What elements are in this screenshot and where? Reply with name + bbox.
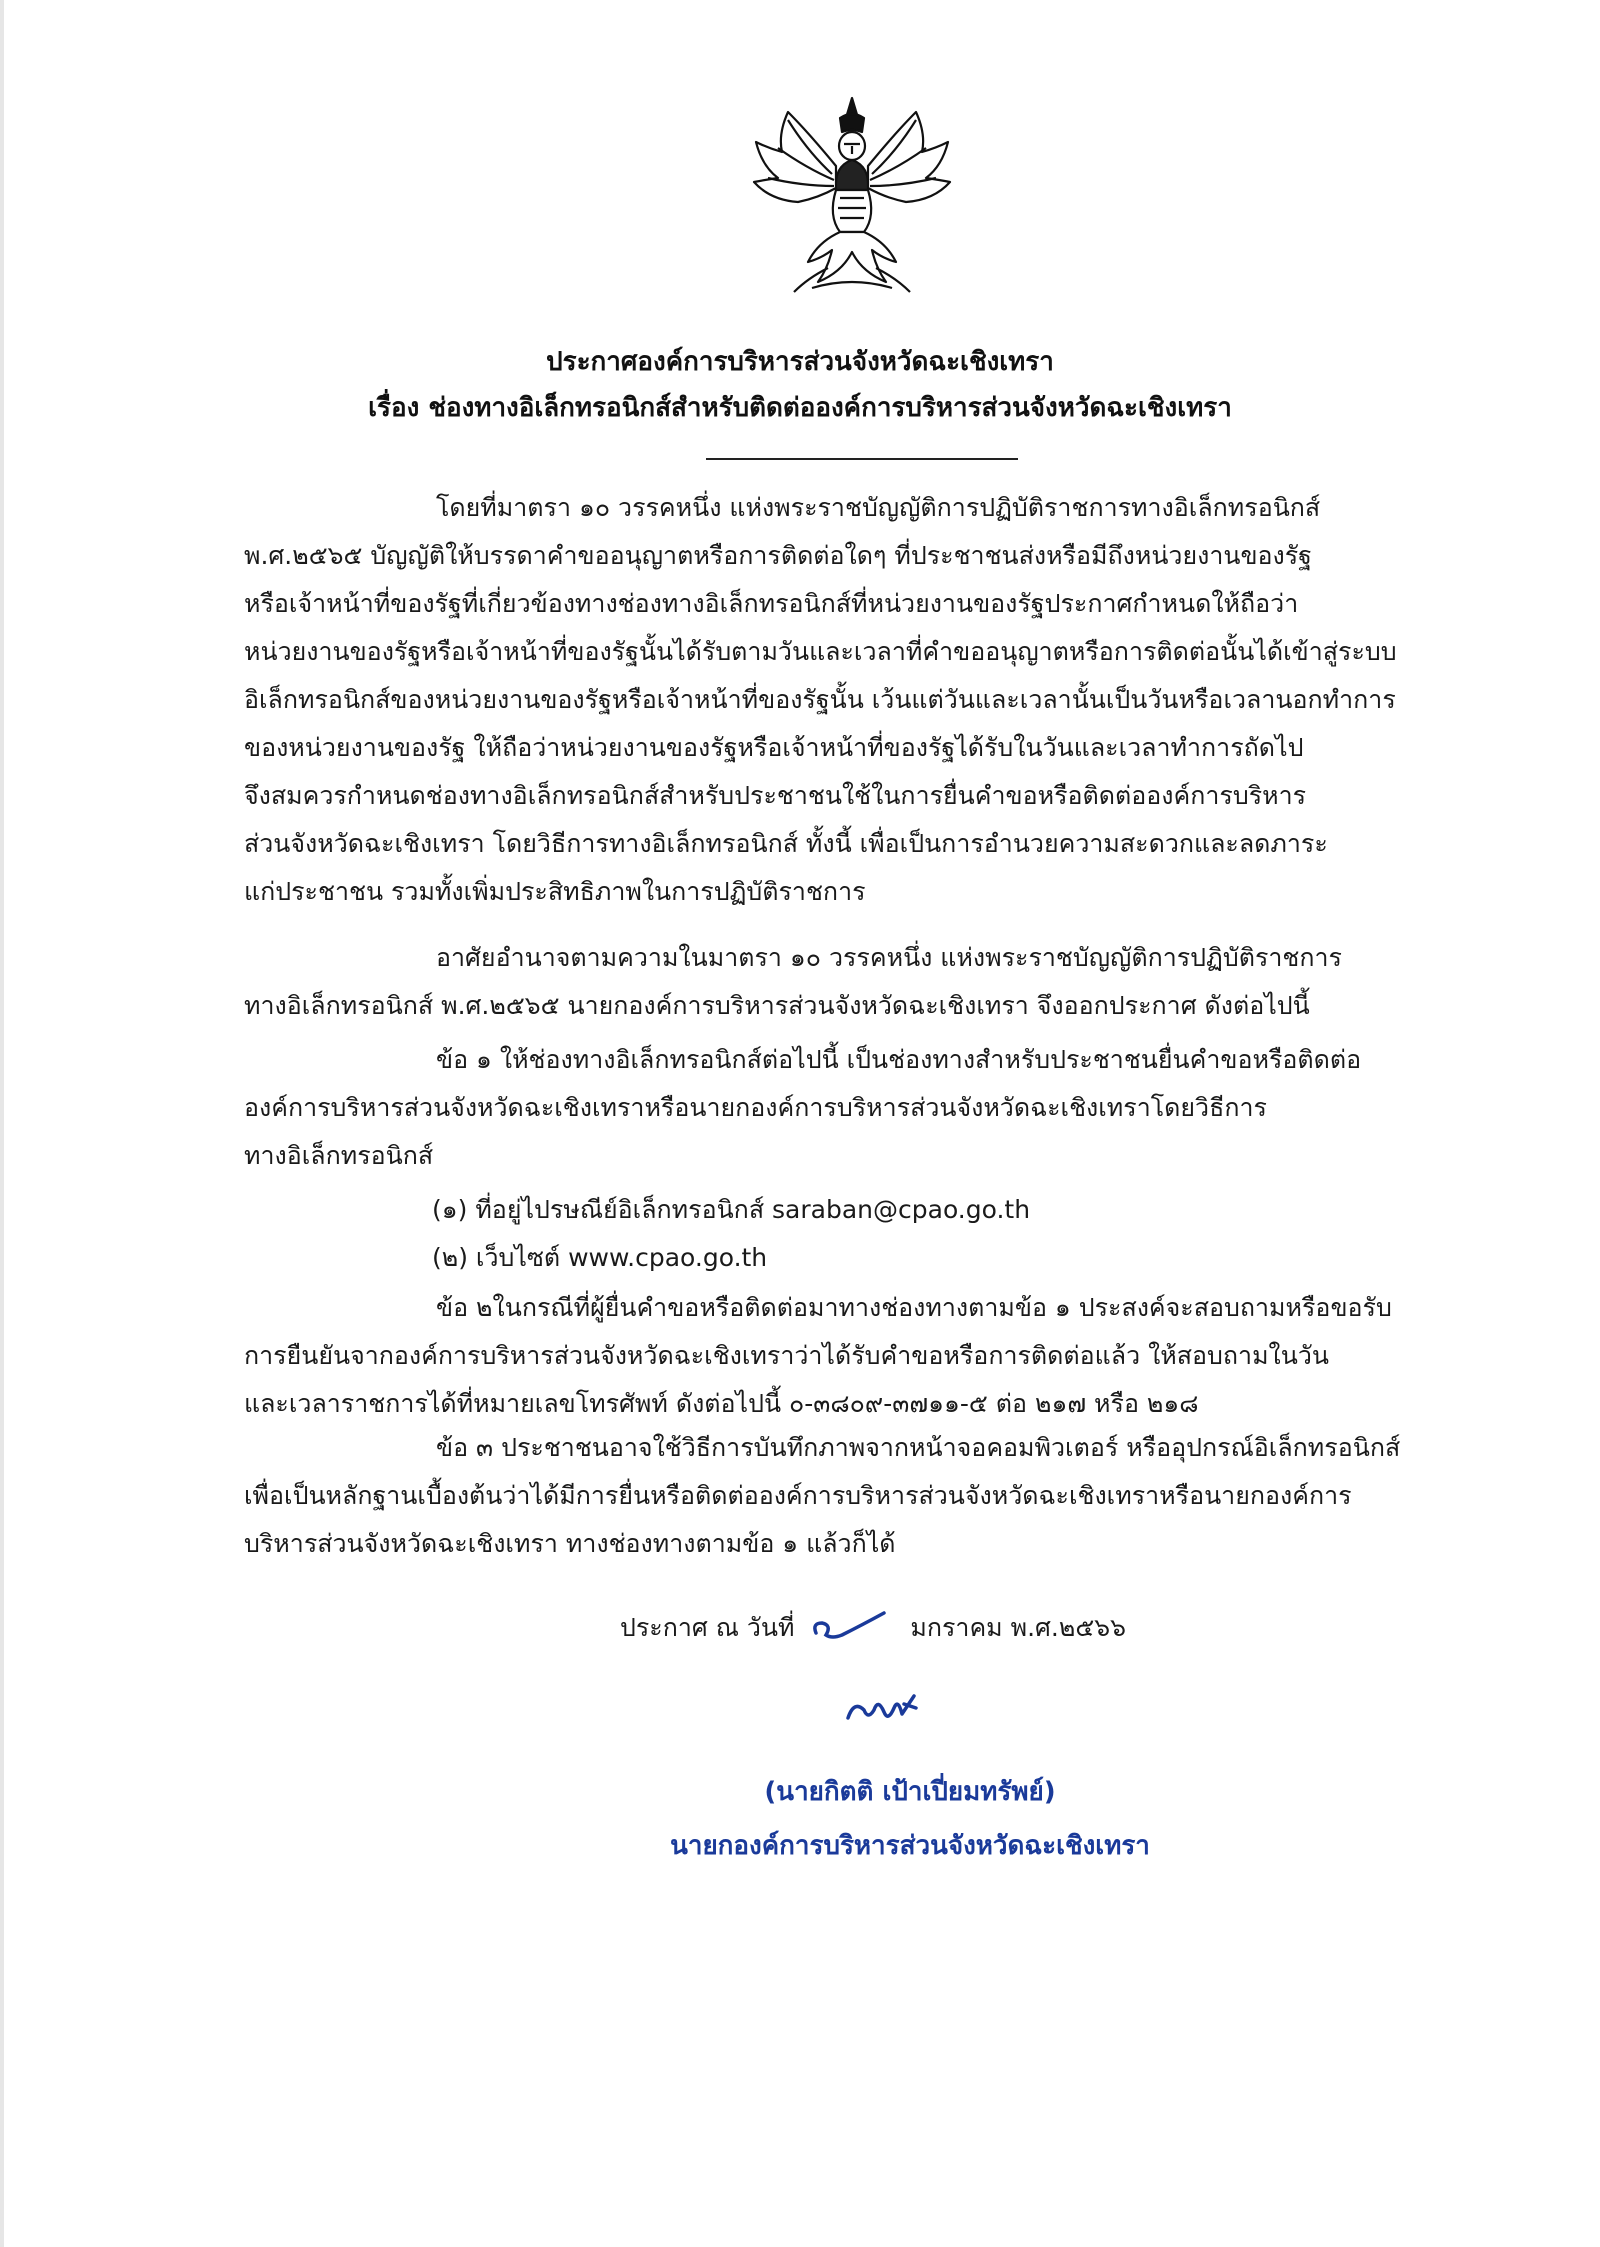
dateline-month-year: มกราคม พ.ศ.๒๕๖๖ <box>910 1613 1126 1642</box>
text-line: หรือเจ้าหน้าที่ของรัฐที่เกี่ยวข้องทางช่องทางอิเล็กทรอนิกส์ที่หน่วยงานของรัฐประกาศกำหนดให้ถือว่า <box>244 589 1299 618</box>
text-line: แก่ประชาชน รวมทั้งเพิ่มประสิทธิภาพในการปฏิบัติราชการ <box>244 877 866 906</box>
channel-website: (๒) เว็บไซต์ www.cpao.go.th <box>432 1243 768 1272</box>
text-line: หน่วยงานของรัฐหรือเจ้าหน้าที่ของรัฐนั้นได้รับตามวันและเวลาที่คำขออนุญาตหรือการติดต่อนั้นได้เข้าสู่ระบบ <box>244 637 1397 666</box>
text-line: เพื่อเป็นหลักฐานเบื้องต้นว่าได้มีการยื่นหรือติดต่อองค์การบริหารส่วนจังหวัดฉะเชิงเทราหรือนายกองค์การ <box>244 1481 1352 1510</box>
handwritten-day-icon <box>802 1609 902 1649</box>
clause-2 <box>244 1284 1464 1428</box>
text-line: พ.ศ.๒๕๖๕ บัญญัติให้บรรดาคำขออนุญาตหรือการติดต่อใดๆ ที่ประชาชนส่งหรือมีถึงหน่วยงานของรัฐ <box>244 541 1312 570</box>
text-line: ข้อ ๒ในกรณีที่ผู้ยื่นคำขอหรือติดต่อมาทางช่องทางตามข้อ ๑ ประสงค์จะสอบถามหรือขอรับ <box>436 1293 1392 1322</box>
text-line: ทางอิเล็กทรอนิกส์ <box>244 1141 434 1170</box>
text-line: ทางอิเล็กทรอนิกส์ พ.ศ.๒๕๖๕ นายกองค์การบริหารส่วนจังหวัดฉะเชิงเทรา จึงออกประกาศ ดังต่อไปนี้ <box>244 991 1310 1020</box>
paragraph-authority <box>244 934 1464 1030</box>
text-line: อิเล็กทรอนิกส์ของหน่วยงานของรัฐหรือเจ้าหน้าที่ของรัฐนั้น เว้นแต่วันและเวลานั้นเป็นวันหรือเวลานอกทำการ <box>244 685 1396 714</box>
announcement-dateline <box>620 1604 1126 1652</box>
announcement-subject: เรื่อง ช่องทางอิเล็กทรอนิกส์สำหรับติดต่อองค์การบริหารส่วนจังหวัดฉะเชิงเทรา <box>368 393 1232 423</box>
handwritten-day <box>802 1609 902 1649</box>
text-line: บริหารส่วนจังหวัดฉะเชิงเทรา ทางช่องทางตามข้อ ๑ แล้วก็ได้ <box>244 1529 896 1558</box>
clause-3 <box>244 1424 1464 1568</box>
text-line: ข้อ ๑ ให้ช่องทางอิเล็กทรอนิกส์ต่อไปนี้ เป็นช่องทางสำหรับประชาชนยื่นคำขอหรือติดต่อ <box>436 1045 1362 1074</box>
paragraph-preamble <box>244 484 1464 916</box>
channel-email: (๑) ที่อยู่ไปรษณีย์อิเล็กทรอนิกส์ saraban@cpao.go.th <box>432 1195 1031 1224</box>
signer-name: (นายกิตติ เป้าเปี่ยมทรัพย์) <box>764 1777 1056 1807</box>
text-line: องค์การบริหารส่วนจังหวัดฉะเชิงเทราหรือนายกองค์การบริหารส่วนจังหวัดฉะเชิงเทราโดยวิธีการ <box>244 1093 1267 1122</box>
text-line: ของหน่วยงานของรัฐ ให้ถือว่าหน่วยงานของรัฐหรือเจ้าหน้าที่ของรัฐได้รับในวันและเวลาทำการถัดไป <box>244 733 1304 762</box>
text-line: การยืนยันจากองค์การบริหารส่วนจังหวัดฉะเชิงเทราว่าได้รับคำขอหรือการติดต่อแล้ว ให้สอบถามในวัน <box>244 1341 1329 1370</box>
channel-list <box>244 1186 1464 1282</box>
clause-1 <box>244 1036 1464 1180</box>
text-line: จึงสมควรกำหนดช่องทางอิเล็กทรอนิกส์สำหรับประชาชนใช้ในการยื่นคำขอหรือติดต่อองค์การบริหาร <box>244 781 1307 810</box>
text-line: ส่วนจังหวัดฉะเชิงเทรา โดยวิธีการทางอิเล็กทรอนิกส์ ทั้งนี้ เพื่อเป็นการอำนวยความสะดวกและลดภาระ <box>244 829 1328 858</box>
announcement-title: ประกาศองค์การบริหารส่วนจังหวัดฉะเชิงเทรา <box>546 347 1054 377</box>
scan-edge <box>0 0 4 2247</box>
text-line: และเวลาราชการได้ที่หมายเลขโทรศัพท์ ดังต่อไปนี้ ๐-๓๘๐๙-๓๗๑๑-๕ ต่อ ๒๑๗ หรือ ๒๑๘ <box>244 1389 1199 1418</box>
title-underline <box>706 458 1018 460</box>
dateline-prefix: ประกาศ ณ วันที่ <box>620 1613 795 1642</box>
text-line: โดยที่มาตรา ๑๐ วรรคหนึ่ง แห่งพระราชบัญญัติการปฏิบัติราชการทางอิเล็กทรอนิกส์ <box>436 493 1321 522</box>
text-line: อาศัยอำนาจตามความในมาตรา ๑๐ วรรคหนึ่ง แห่งพระราชบัญญัติการปฏิบัติราชการ <box>436 943 1342 972</box>
garuda-emblem-icon <box>748 92 956 302</box>
handwritten-signature-icon <box>840 1680 920 1730</box>
signer-position: นายกองค์การบริหารส่วนจังหวัดฉะเชิงเทรา <box>670 1831 1150 1861</box>
text-line: ข้อ ๓ ประชาชนอาจใช้วิธีการบันทึกภาพจากหน้าจอคอมพิวเตอร์ หรืออุปกรณ์อิเล็กทรอนิกส์ <box>436 1433 1401 1462</box>
